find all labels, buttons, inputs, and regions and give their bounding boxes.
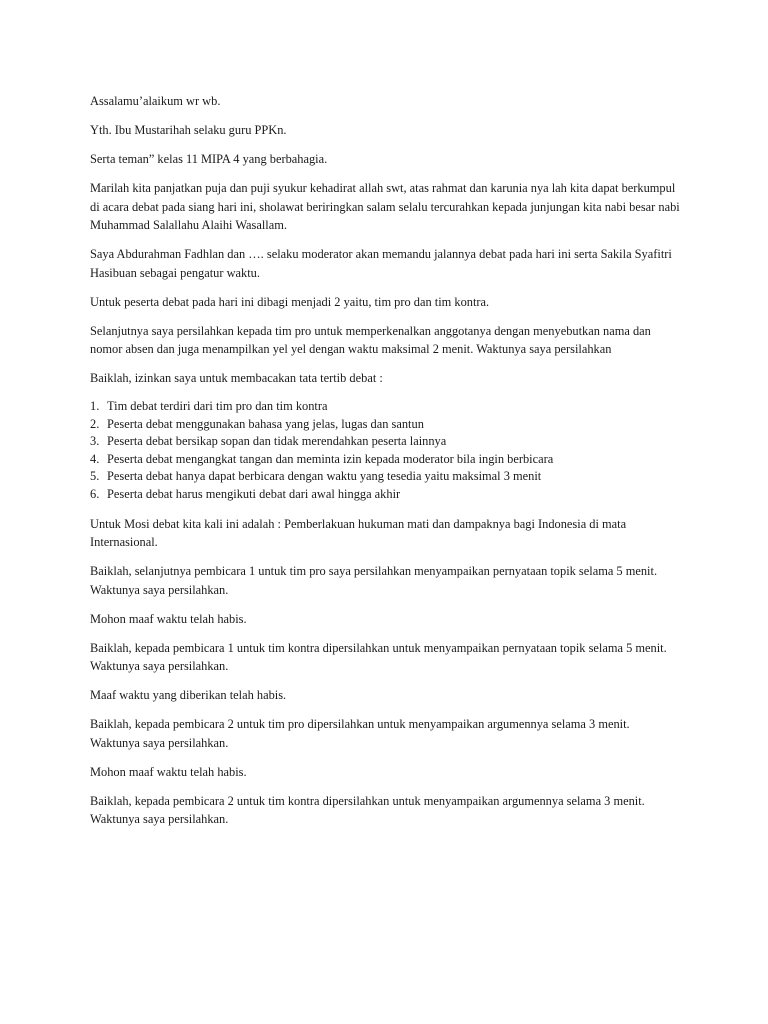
rule-text: Peserta debat mengangkat tangan dan meminta izin kepada moderator bila ingin berbicara [107, 451, 554, 466]
document-body [90, 92, 680, 839]
rule-item [90, 451, 680, 469]
rule-number: 2. [90, 416, 100, 431]
rules-intro: Baiklah, izinkan saya untuk membacakan tata tertib debat : [90, 371, 383, 385]
time-up-notice: Maaf waktu yang diberikan telah habis. [90, 688, 287, 703]
rule-number: 5. [90, 469, 100, 484]
addressee-teacher: Yth. Ibu Mustarihah selaku guru PPKn. [90, 123, 287, 137]
rule-text: Peserta debat harus mengikuti debat dari awal hingga akhir [107, 486, 401, 501]
speaker-1-contra-call: Baiklah, kepada pembicara 1 untuk tim kontra dipersilahkan untuk menyampaikan pernyataan topik selama 5 menit. Waktunya saya persilahkan. [90, 640, 667, 674]
opening-paragraph: Marilah kita panjatkan puja dan puji syukur kehadirat allah swt, atas rahmat dan karunia nya lah kita dapat berkumpul di acara debat pada siang hari ini, sholawat beriringkan salam selalu tercurahkan kepada junjungan kita nabi besar nabi Muhammad Salallahu Alaihi Wasallam. [90, 181, 680, 232]
rule-number: 1. [90, 399, 100, 413]
debate-motion: Untuk Mosi debat kita kali ini adalah : Pemberlakuan hukuman mati dan dampaknya bagi Indonesia di mata Internasional. [90, 516, 627, 550]
time-up-notice: Mohon maaf waktu telah habis. [90, 764, 247, 779]
team-division: Untuk peserta debat pada hari ini dibagi menjadi 2 yaitu, tim pro dan tim kontra. [90, 294, 490, 309]
rule-item [90, 433, 680, 451]
greeting: Assalamu’alaikum wr wb. [90, 94, 221, 108]
rule-item [90, 416, 680, 434]
rule-text: Peserta debat hanya dapat berbicara dengan waktu yang tesedia yaitu maksimal 3 menit [107, 469, 542, 484]
speaker-2-contra-call: Baiklah, kepada pembicara 2 untuk tim kontra dipersilahkan untuk menyampaikan argumennya selama 3 menit. Waktunya saya persilahkan. [90, 793, 645, 827]
moderator-introduction: Saya Abdurahman Fadhlan dan …. selaku moderator akan memandu jalannya debat pada hari ini serta Sakila Syafitri Hasibuan sebagai pengatur waktu. [90, 247, 672, 280]
rule-item [90, 486, 680, 504]
rule-text: Tim debat terdiri dari tim pro dan tim kontra [107, 399, 328, 413]
rule-item [90, 468, 680, 486]
addressee-class: Serta teman” kelas 11 MIPA 4 yang berbahagia. [90, 152, 328, 166]
rule-text: Peserta debat menggunakan bahasa yang jelas, lugas dan santun [107, 416, 424, 431]
rule-number: 3. [90, 434, 100, 449]
debate-rules-list [90, 398, 680, 504]
rule-number: 4. [90, 451, 100, 466]
rule-item [90, 398, 680, 416]
speaker-1-pro-call: Baiklah, selanjutnya pembicara 1 untuk tim pro saya persilahkan menyampaikan pernyataan topik selama 5 menit. Waktunya saya persilahkan. [90, 564, 658, 597]
team-introduction: Selanjutnya saya persilahkan kepada tim pro untuk memperkenalkan anggotanya dengan menyebutkan nama dan nomor absen dan juga menampilkan yel yel dengan waktu maksimal 2 menit. Waktunya saya persilahkan [90, 323, 651, 356]
rule-text: Peserta debat bersikap sopan dan tidak merendahkan peserta lainnya [107, 434, 447, 449]
time-up-notice: Mohon maaf waktu telah habis. [90, 611, 247, 626]
speaker-2-pro-call: Baiklah, kepada pembicara 2 untuk tim pro dipersilahkan untuk menyampaikan argumennya selama 3 menit. Waktunya saya persilahkan. [90, 717, 630, 750]
rule-number: 6. [90, 486, 100, 501]
